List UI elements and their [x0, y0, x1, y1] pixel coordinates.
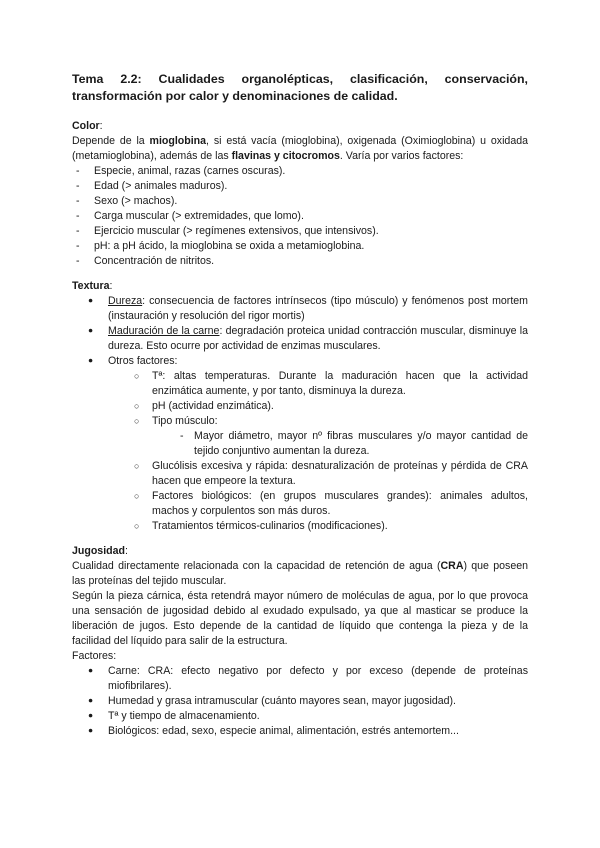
list-item: ○ Tratamientos térmicos-culinarios (modificaciones). — [130, 519, 528, 534]
list-item: ○ Glucólisis excesiva y rápida: desnaturalización de proteínas y pérdida de CRA hacen que empeore la textura. — [130, 459, 528, 489]
jugosidad-section — [72, 544, 528, 739]
list-item: ○ Tª: altas temperaturas. Durante la maduración hacen que la actividad enzimática aumente, y por tanto, disminuya la dureza. — [130, 369, 528, 399]
list-item: - Sexo (> machos). — [72, 194, 528, 209]
tipo-musculo-list — [174, 429, 528, 459]
otros-factores-list — [130, 369, 528, 534]
color-factors-list — [72, 164, 528, 269]
document-title: Tema 2.2: Cualidades organolépticas, clasificación, conservación, transformación por calor y denominaciones de calidad. — [72, 72, 528, 103]
list-item: ○ Factores biológicos: (en grupos musculares grandes): animales adultos, machos y corpulentos son más duros. — [130, 489, 528, 519]
jugosidad-paragraph-1: Cualidad directamente relacionada con la capacidad de retención de agua (CRA) que poseen las proteínas del tejido muscular. — [72, 560, 528, 587]
list-item: - Especie, animal, razas (carnes oscuras). — [72, 164, 528, 179]
color-heading: Color: — [72, 120, 103, 132]
color-section — [72, 119, 528, 269]
jugosidad-paragraph-2: Según la pieza cárnica, ésta retendrá mayor número de moléculas de agua, por lo que provoca una sensación de jugosidad debido al exudado expulsado, ya que al masticar se produce la liberación de jugos. Esto depende de la cantidad de líquido que contenga la pieza y de la facilidad del líquido para salir de la estructura. — [72, 590, 528, 647]
list-item: ● Biológicos: edad, sexo, especie animal, alimentación, estrés antemortem... — [72, 724, 528, 739]
list-item-otros-factores: ● Otros factores: ○ Tª: altas temperaturas. Durante la maduración hacen que la actividad enzimática aumente, y por tanto, disminuya la dureza. ○ pH (actividad enzimática). ○ Tipo músculo: - Mayor diámetro, mayor nº fibras musculares y/o mayor cantidad de tejido conjuntivo aumentan la dureza. ○ Glucólisis excesiva y rápida: desnaturalización de proteínas y pérdida de CRA hacen que empeore la textura. ○ Factores biológicos: (en grupos musculares grandes): animales adultos, machos y corpulentos son más duros. ○ Tratamientos térmicos-culinarios (modificaciones). — [72, 354, 528, 534]
list-item: ● Humedad y grasa intramuscular (cuánto mayores sean, mayor jugosidad). — [72, 694, 528, 709]
list-item: - Carga muscular (> extremidades, que lomo). — [72, 209, 528, 224]
factores-label: Factores: — [72, 650, 117, 662]
list-item: ○ pH (actividad enzimática). — [130, 399, 528, 414]
list-item-dureza: ● Dureza: consecuencia de factores intrínsecos (tipo músculo) y fenómenos post mortem (instauración y resolución del rigor mortis) — [72, 294, 528, 324]
list-item: - pH: a pH ácido, la mioglobina se oxida a metamioglobina. — [72, 239, 528, 254]
list-item-maduracion: ● Maduración de la carne: degradación proteica unidad contracción muscular, disminuye la dureza. Esto ocurre por actividad de enzimas musculares. — [72, 324, 528, 354]
color-intro: Depende de la mioglobina, si está vacía (mioglobina), oxigenada (Oximioglobina) u oxidada (metamioglobina), además de las flavinas y citocromos. Varía por varios factores: — [72, 135, 528, 162]
list-item: - Concentración de nitritos. — [72, 254, 528, 269]
jugosidad-factors-list — [72, 664, 528, 739]
textura-section — [72, 279, 528, 534]
textura-list — [72, 294, 528, 534]
list-item: - Ejercicio muscular (> regímenes extensivos, que intensivos). — [72, 224, 528, 239]
list-item: - Mayor diámetro, mayor nº fibras musculares y/o mayor cantidad de tejido conjuntivo aumentan la dureza. — [174, 429, 528, 459]
list-item: ● Tª y tiempo de almacenamiento. — [72, 709, 528, 724]
list-item: - Edad (> animales maduros). — [72, 179, 528, 194]
list-item: ● Carne: CRA: efecto negativo por defecto y por exceso (depende de proteínas miofibrilares). — [72, 664, 528, 694]
textura-heading: Textura: — [72, 280, 113, 292]
list-item: ○ Tipo músculo: - Mayor diámetro, mayor nº fibras musculares y/o mayor cantidad de tejido conjuntivo aumentan la dureza. — [130, 414, 528, 459]
jugosidad-heading: Jugosidad: — [72, 545, 128, 557]
